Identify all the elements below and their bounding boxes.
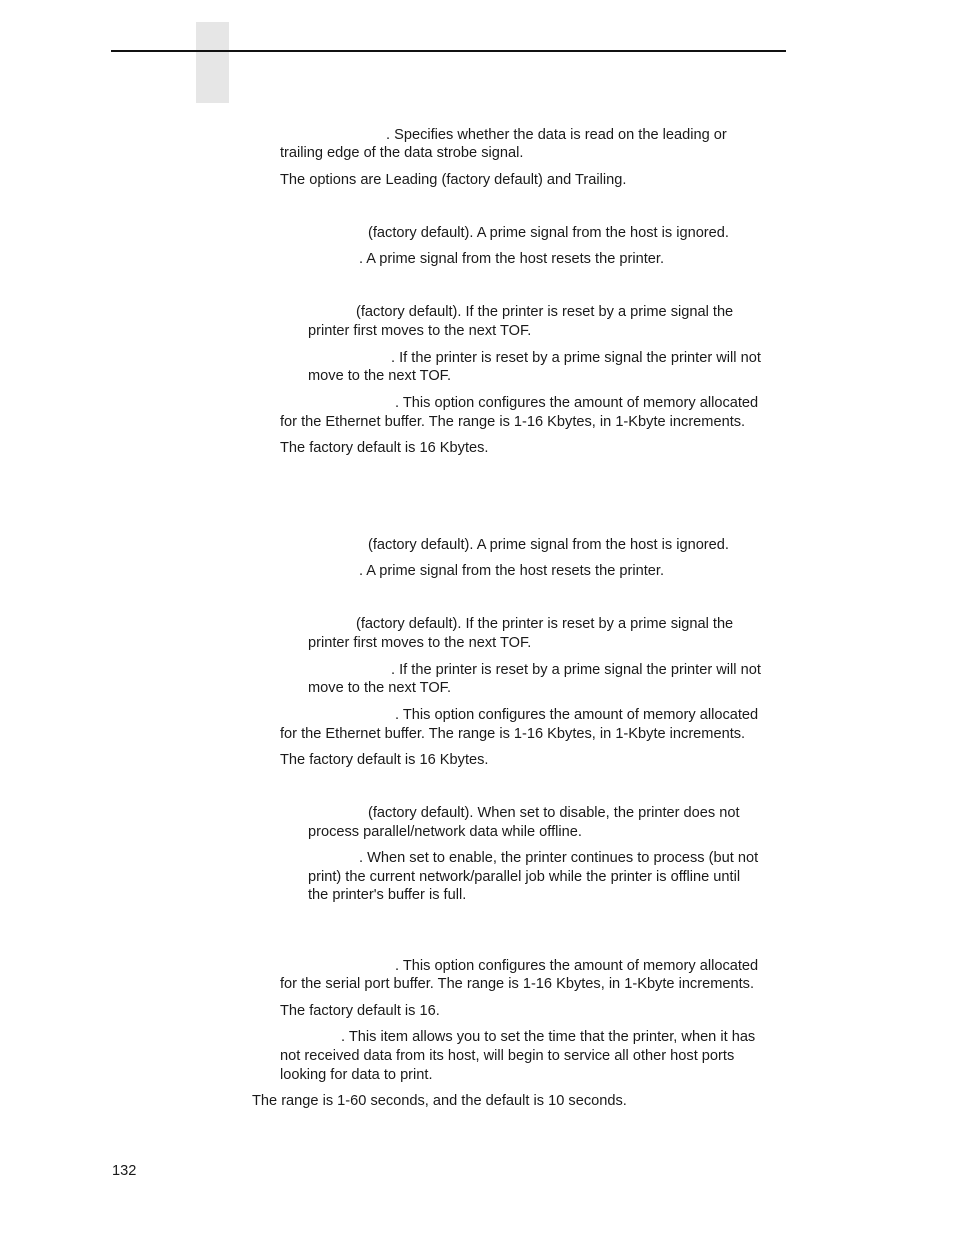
text-line: The factory default is 16 Kbytes. [280, 752, 489, 768]
text-line: move to the next TOF. [308, 680, 452, 696]
text-line: . A prime signal from the host resets the printer. [359, 563, 664, 579]
text-line: . This option configures the amount of memory allocated [395, 707, 759, 723]
text-line: The factory default is 16 Kbytes. [280, 440, 489, 456]
header-rule [111, 50, 786, 52]
text-line: . This option configures the amount of memory allocated [395, 395, 759, 411]
text-line: (factory default). A prime signal from the host is ignored. [368, 537, 729, 553]
text-line: The options are Leading (factory default) and Trailing. [280, 172, 627, 188]
page-number: 132 [112, 1163, 137, 1179]
text-line: process parallel/network data while offline. [308, 824, 582, 840]
text-line: for the serial port buffer. The range is 1-16 Kbytes, in 1-Kbyte increments. [280, 976, 755, 992]
text-line: the printer's buffer is full. [308, 887, 467, 903]
text-line: print) the current network/parallel job while the printer is offline until [308, 869, 741, 885]
text-line: not received data from its host, will begin to service all other host ports [280, 1048, 735, 1064]
text-line: (factory default). When set to disable, the printer does not [368, 805, 740, 821]
text-line: . If the printer is reset by a prime signal the printer will not [391, 662, 761, 678]
text-line: printer first moves to the next TOF. [308, 323, 532, 339]
text-line: The factory default is 16. [280, 1003, 440, 1019]
text-line: (factory default). If the printer is reset by a prime signal the [356, 304, 734, 320]
text-line: looking for data to print. [280, 1067, 433, 1083]
text-line: (factory default). If the printer is reset by a prime signal the [356, 616, 734, 632]
text-line: . If the printer is reset by a prime signal the printer will not [391, 350, 761, 366]
text-line: . Specifies whether the data is read on the leading or [386, 127, 727, 143]
text-line: for the Ethernet buffer. The range is 1-16 Kbytes, in 1-Kbyte increments. [280, 726, 746, 742]
text-line: . This item allows you to set the time that the printer, when it has [341, 1029, 756, 1045]
text-line: . When set to enable, the printer continues to process (but not [359, 850, 759, 866]
text-line: The range is 1-60 seconds, and the default is 10 seconds. [252, 1093, 627, 1109]
text-line: (factory default). A prime signal from the host is ignored. [368, 225, 729, 241]
text-line: move to the next TOF. [308, 368, 452, 384]
chapter-tab [196, 22, 229, 103]
text-line: printer first moves to the next TOF. [308, 635, 532, 651]
text-line: trailing edge of the data strobe signal. [280, 145, 524, 161]
text-line: . A prime signal from the host resets the printer. [359, 251, 664, 267]
text-line: . This option configures the amount of memory allocated [395, 958, 759, 974]
text-line: for the Ethernet buffer. The range is 1-16 Kbytes, in 1-Kbyte increments. [280, 414, 746, 430]
